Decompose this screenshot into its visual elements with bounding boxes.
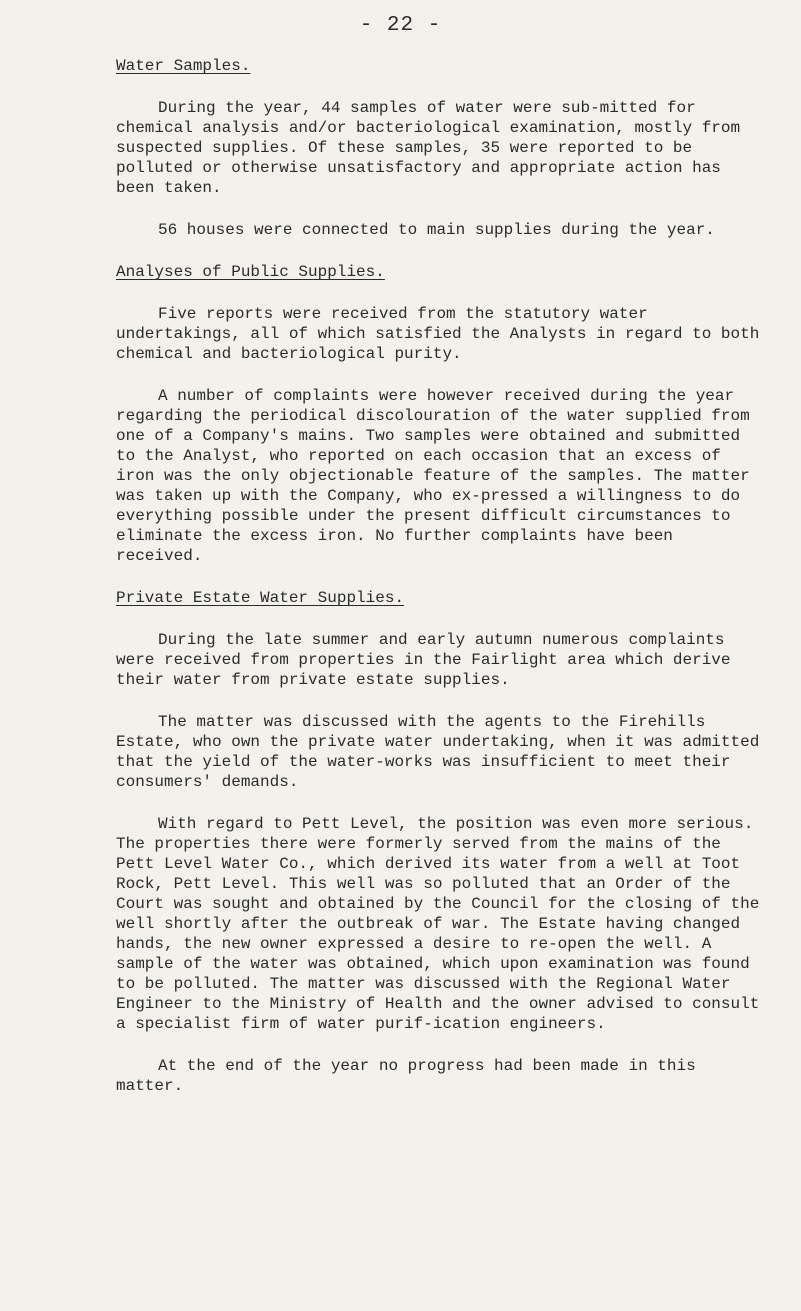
paragraph: During the year, 44 samples of water were sub-mitted for chemical analysis and/or bacteriological examination, mostly from suspected supplies. Of these samples, 35 were reported to be polluted or otherwise unsatisfactory and appropriate action has been taken. <box>116 99 741 197</box>
section-water-samples <box>116 56 766 240</box>
paragraph: 56 houses were connected to main supplies during the year. <box>158 221 715 239</box>
section-heading: Private Estate Water Supplies. <box>116 589 405 607</box>
document-body <box>116 56 766 1118</box>
paragraph: The matter was discussed with the agents to the Firehills Estate, who own the private water undertaking, when it was admitted that the yield of the water-works was insufficient to meet their consumers' demands. <box>116 713 760 791</box>
paragraph: Five reports were received from the statutory water undertakings, all of which satisfied the Analysts in regard to both chemical and bacteriological purity. <box>116 305 760 363</box>
section-private-estate-supplies <box>116 588 766 1096</box>
paragraph: At the end of the year no progress had been made in this matter. <box>116 1057 696 1095</box>
paragraph: A number of complaints were however received during the year regarding the periodical discolouration of the water supplied from one of a Company's mains. Two samples were obtained and submitted to the Analyst, who reported on each occasion that an excess of iron was the only objectionable feature of the samples. The matter was taken up with the Company, who ex-pressed a willingness to do everything possible under the present difficult circumstances to eliminate the excess iron. No further complaints have been received. <box>116 387 750 565</box>
paragraph: With regard to Pett Level, the position was even more serious. The properties there were formerly served from the mains of the Pett Level Water Co., which derived its water from a well at Toot Rock, Pett Level. This well was so polluted that an Order of the Court was sought and obtained by the Council for the closing of the well shortly after the outbreak of war. The Estate having changed hands, the new owner expressed a desire to re-open the well. A sample of the water was obtained, which upon examination was found to be polluted. The matter was discussed with the Regional Water Engineer to the Ministry of Health and the owner advised to consult a specialist firm of water purif-ication engineers. <box>116 815 760 1033</box>
section-heading: Water Samples. <box>116 57 251 75</box>
page-number: - 22 - <box>359 14 442 37</box>
section-heading: Analyses of Public Supplies. <box>116 263 385 281</box>
section-analyses-public-supplies <box>116 262 766 566</box>
paragraph: During the late summer and early autumn numerous complaints were received from properties in the Fairlight area which derive their water from private estate supplies. <box>116 631 731 689</box>
